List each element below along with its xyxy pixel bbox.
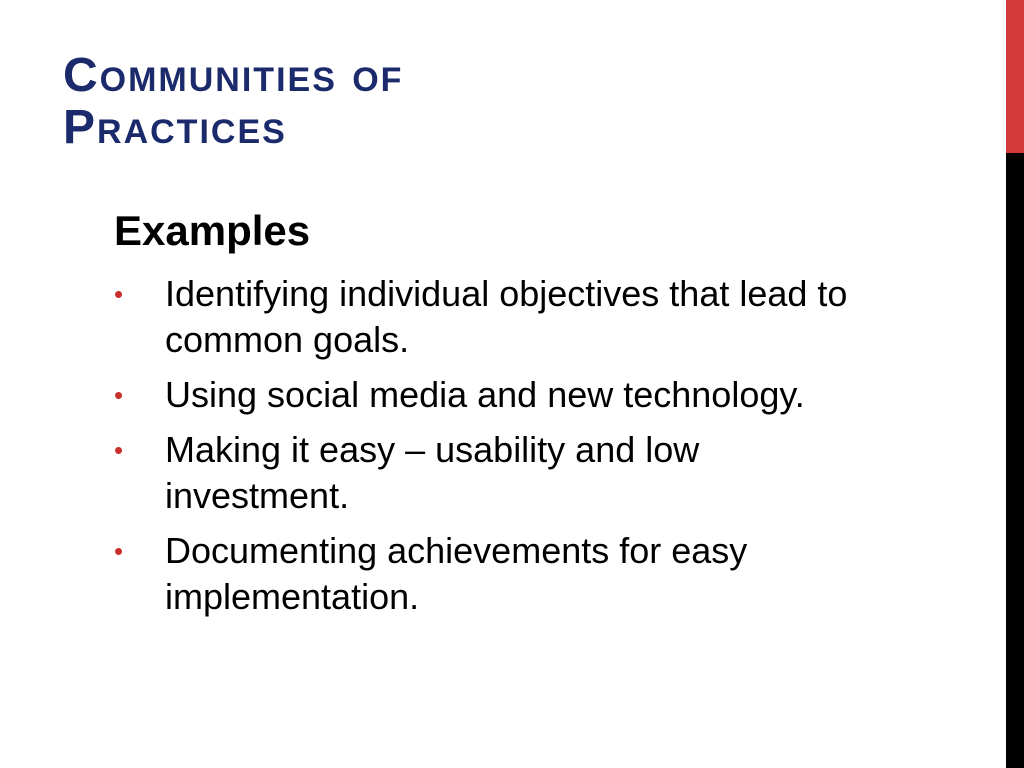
bullet-icon: • — [114, 435, 124, 465]
bullet-list — [114, 271, 914, 620]
list-item — [114, 271, 880, 363]
slide-title — [63, 50, 763, 154]
slide-title-line: Communities of — [63, 49, 404, 102]
bullet-text: Identifying individual objectives that lead to common goals. — [165, 273, 848, 360]
bullet-icon: • — [114, 380, 124, 410]
bullet-icon: • — [114, 536, 124, 566]
bullet-text: Documenting achievements for easy implementation. — [165, 530, 748, 617]
list-item — [114, 528, 880, 620]
slide-title-line: Practices — [63, 101, 287, 154]
bullet-text: Making it easy – usability and low investment. — [165, 429, 700, 516]
list-item — [114, 427, 880, 519]
bullet-icon: • — [114, 279, 124, 309]
accent-bar-black — [1006, 153, 1024, 768]
slide-body — [114, 205, 914, 629]
accent-bar-red — [1006, 0, 1024, 153]
section-heading: Examples — [114, 207, 311, 254]
list-item — [114, 372, 880, 418]
bullet-text: Using social media and new technology. — [165, 374, 805, 415]
